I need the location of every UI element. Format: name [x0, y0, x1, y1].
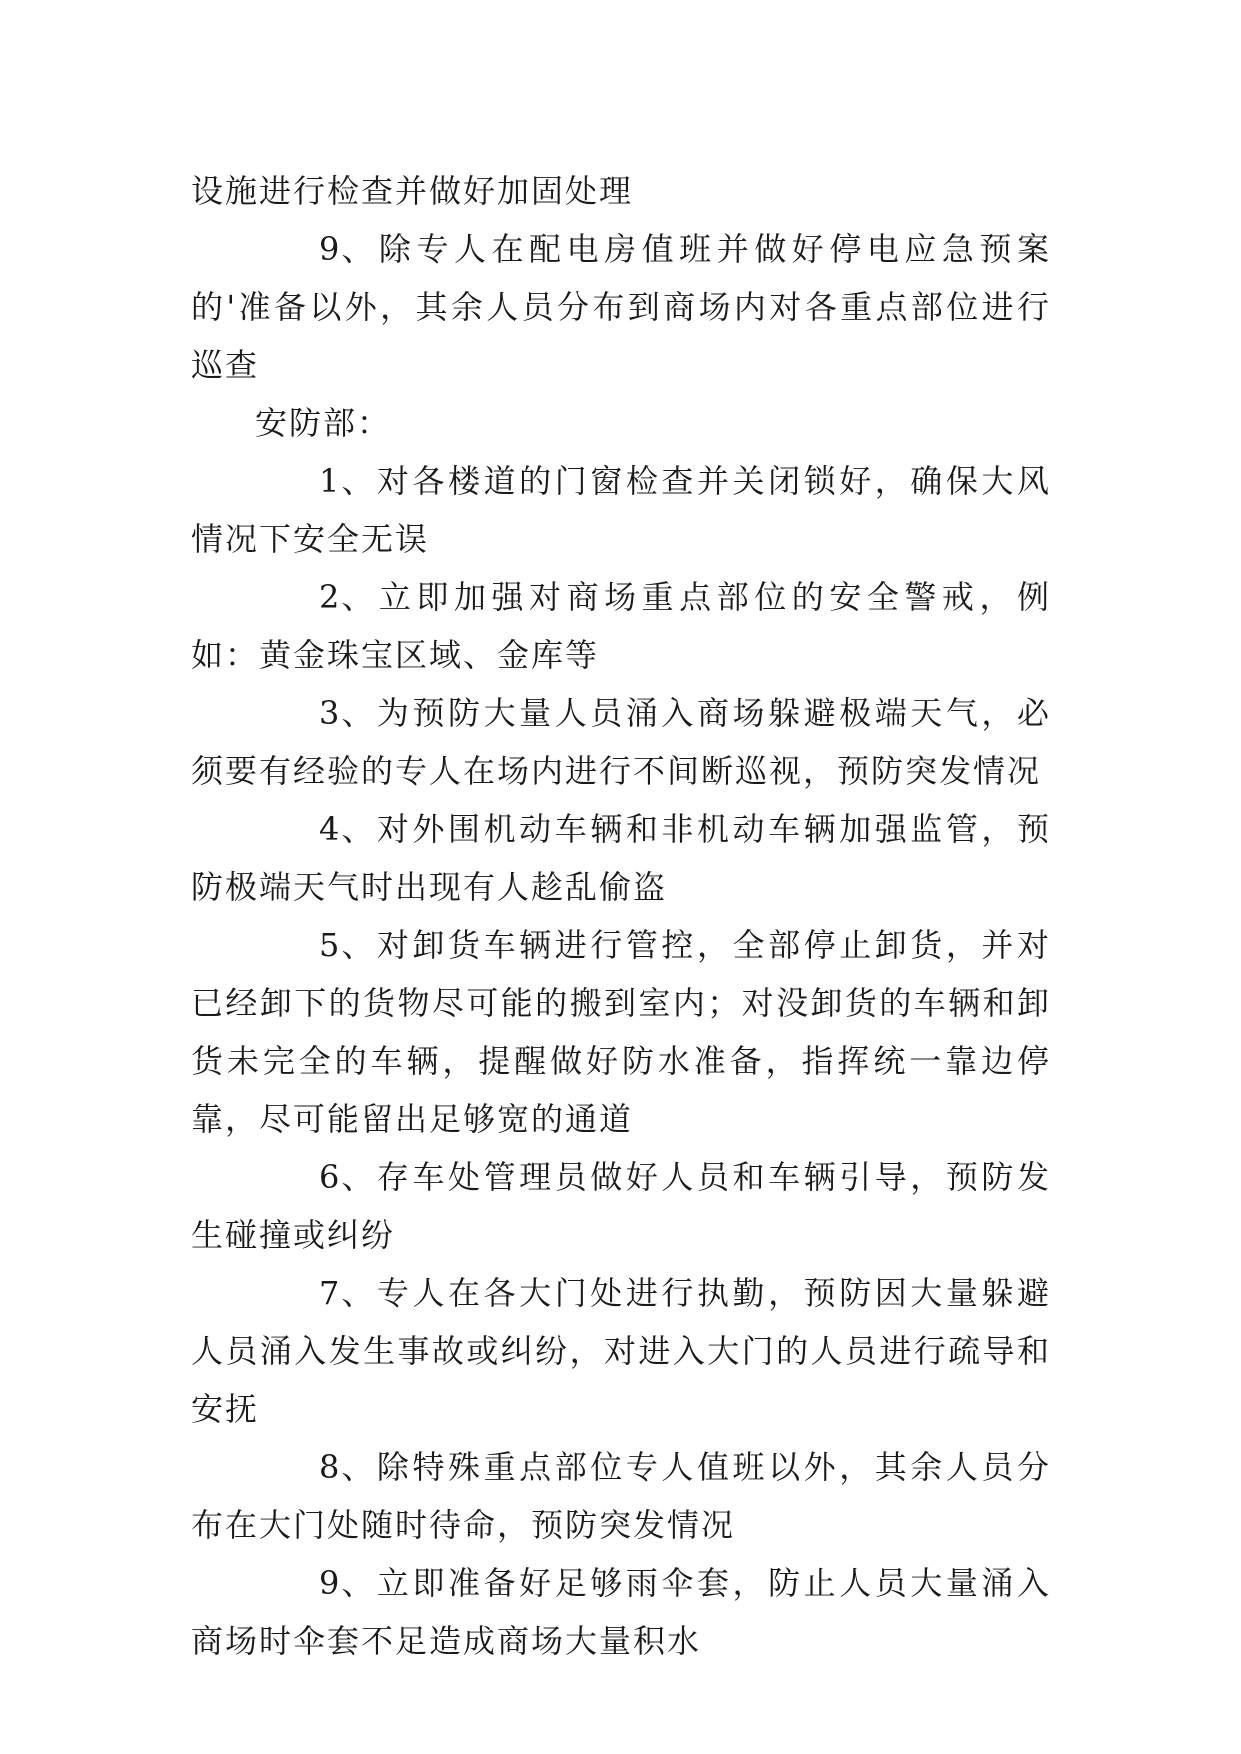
paragraph-item-3 [191, 684, 1051, 800]
paragraph-item-1 [191, 452, 1051, 568]
paragraph-text: 对各楼道的门窗检查并关闭锁好，确保大风情况下安全无误 [191, 462, 1051, 558]
item-number: 3、 [319, 694, 376, 732]
paragraph-item-5 [191, 916, 1051, 1148]
item-number: 1、 [319, 462, 376, 500]
paragraph-text: 对外围机动车辆和非机动车辆加强监管，预防极端天气时出现有人趁乱偷盗 [191, 810, 1051, 906]
paragraph-text: 除特殊重点部位专人值班以外，其余人员分布在大门处随时待命，预防突发情况 [191, 1448, 1051, 1544]
paragraph-item-2 [191, 568, 1051, 684]
paragraph-text: 对卸货车辆进行管控，全部停止卸货，并对已经卸下的货物尽可能的搬到室内；对没卸货的车辆和卸货未完全的车辆，提醒做好防水准备，指挥统一靠边停靠，尽可能留出足够宽的通道 [191, 926, 1051, 1138]
item-number: 6、 [319, 1158, 376, 1196]
item-number: 4、 [319, 810, 376, 848]
paragraph-item-7 [191, 1264, 1051, 1438]
paragraph-text: 存车处管理员做好人员和车辆引导，预防发生碰撞或纠纷 [191, 1158, 1051, 1254]
item-number: 9、 [319, 1564, 376, 1602]
section-heading-text: 安防部： [255, 404, 392, 442]
paragraph-item-4 [191, 800, 1051, 916]
paragraph-text: 立即准备好足够雨伞套，防止人员大量涌入商场时伞套不足造成商场大量积水 [191, 1564, 1051, 1660]
document-page [191, 162, 1051, 1670]
paragraph-item-9 [191, 220, 1051, 394]
paragraph-text: 为预防大量人员涌入商场躲避极端天气，必须要有经验的专人在场内进行不间断巡视，预防突发情况 [191, 694, 1051, 790]
item-number: 9、 [319, 230, 376, 268]
paragraph-item-6 [191, 1148, 1051, 1264]
paragraph-item-8 [191, 1438, 1051, 1554]
paragraph-item-9b [191, 1554, 1051, 1670]
section-heading-security [191, 394, 1051, 452]
paragraph-text: 除专人在配电房值班并做好停电应急预案的'准备以外，其余人员分布到商场内对各重点部位进行巡查 [191, 230, 1051, 384]
paragraph-text: 专人在各大门处进行执勤，预防因大量躲避人员涌入发生事故或纠纷，对进入大门的人员进行疏导和安抚 [191, 1274, 1051, 1428]
paragraph-text: 设施进行检查并做好加固处理 [191, 172, 634, 210]
item-number: 2、 [319, 578, 376, 616]
paragraph-text: 立即加强对商场重点部位的安全警戒，例如：黄金珠宝区域、金库等 [191, 578, 1051, 674]
paragraph-continuation [191, 162, 1051, 220]
item-number: 5、 [319, 926, 376, 964]
item-number: 8、 [319, 1448, 376, 1486]
item-number: 7、 [319, 1274, 376, 1312]
